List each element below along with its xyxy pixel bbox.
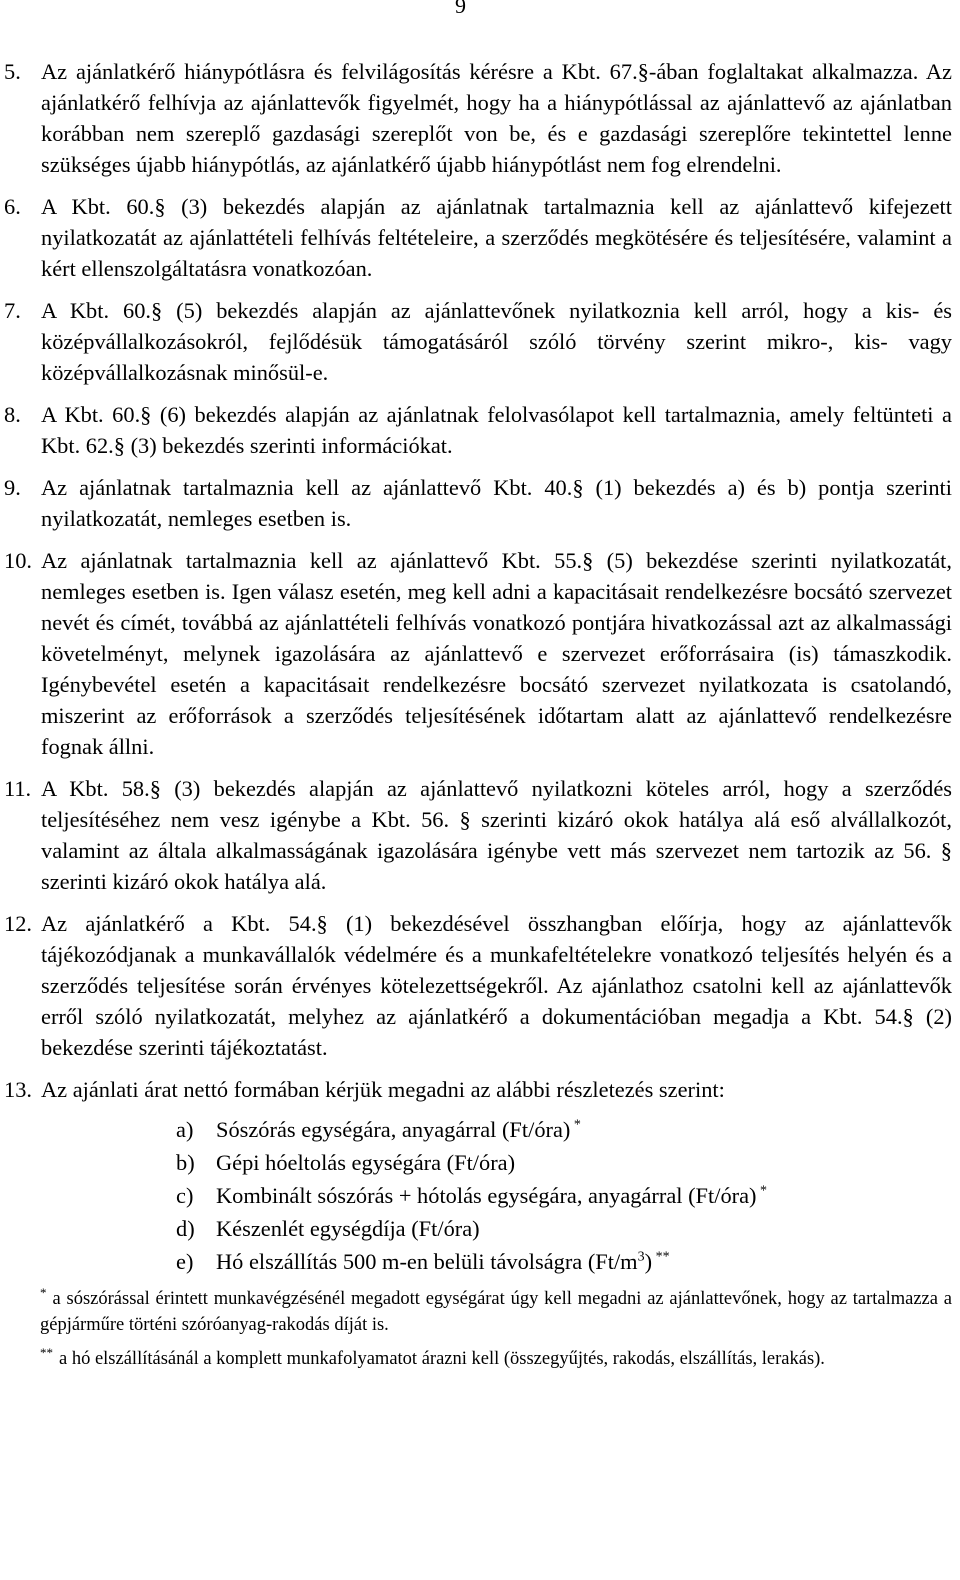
- price-item-text: Kombinált sószórás + hótolás egységára, anyagárral (Ft/óra) *: [216, 1183, 768, 1208]
- item-text: A Kbt. 60.§ (3) bekezdés alapján az ajánlatnak tartalmaznia kell az ajánlattevő kifejezett nyilatkozatát az ajánlattételi felhívás feltételeire, a szerződés megkötésére és teljesítésére, valamint a kért ellenszolgáltatásra vonatkozóan.: [41, 194, 952, 281]
- item-text: Az ajánlatkérő hiánypótlásra és felvilágosítás kérésre a Kbt. 67.§-ában foglaltakat alkalmazza. Az ajánlatkérő felhívja az ajánlattevők figyelmét, hogy ha a hiánypótlással az ajánlattevő az ajánlatban korábban nem szereplő gazdasági szereplőt von be, és e gazdasági szereplőre tekintettel lenne szükséges újabb hiánypótlás, az ajánlatkérő újabb hiánypótlást nem fog elrendelni.: [41, 59, 952, 177]
- price-item-text: Sószórás egységára, anyagárral (Ft/óra) *: [216, 1117, 581, 1142]
- footnote-2: ** a hó elszállításánál a komplett munkafolyamatot árazni kell (összegyűjtés, rakodás, elszállítás, lerakás).: [40, 1344, 825, 1369]
- double-asterisk-mark: **: [652, 1249, 670, 1265]
- price-item-letter: e): [176, 1249, 194, 1274]
- price-item-text: Hó elszállítás 500 m-en belüli távolságra $(Ft/m^3)$ **: [216, 1249, 670, 1274]
- footnote-text: a hó elszállításánál a komplett munkafolyamatot árazni kell (összegyűjtés, rakodás, elszállítás, lerakás).: [59, 1349, 825, 1369]
- item-text: Az ajánlatkérő a Kbt. 54.§ (1) bekezdésével összhangban előírja, hogy az ajánlattevők tájékozódjanak a munkavállalók védelmére és a munkafeltételekre vonatkozó teljesítés helyén és a szerződés teljesítése során érvényes kötelezettségekről. Az ajánlathoz csatolni kell az ajánlattevők erről szóló nyilatkozatát, melyhez az ajánlatkérő a dokumentációban megadja a Kbt. 54.§ (2) bekezdése szerinti tájékoztatást.: [41, 911, 952, 1060]
- asterisk-mark: *: [756, 1183, 768, 1199]
- list-item-6: [4, 191, 952, 284]
- price-item-text: Gépi hóeltolás egységára (Ft/óra): [216, 1150, 516, 1175]
- item-text: Az ajánlatnak tartalmaznia kell az ajánlattevő Kbt. 55.§ (5) bekezdése szerinti nyilatkozatát, nemleges esetben is. Igen válasz esetén, meg kell adni a kapacitásait rendelkezésre bocsátó szervezet nevét és címét, továbbá az ajánlattételi felhívás vonatkozó pontjára hivatkozással azt az alkalmassági követelményt, melynek igazolására az ajánlattevő e szervezet erőforrásaira (is) támaszkodik. Igénybevétel esetén a kapacitásait rendelkezésre bocsátó szervezet nyilatkozata is csatolandó, miszerint az erőforrások a szerződés teljesítésének időtartam alatt az ajánlattevő rendelkezésre fognak állni.: [41, 548, 952, 759]
- item-number: 13.: [4, 1077, 32, 1102]
- price-item-a: [176, 1113, 952, 1146]
- price-item-c: [176, 1179, 952, 1212]
- footnotes: [40, 1286, 952, 1372]
- item-text: Az ajánlati árat nettó formában kérjük megadni az alábbi részletezés szerint:: [41, 1077, 725, 1102]
- item-text: A Kbt. 60.§ (6) bekezdés alapján az ajánlatnak felolvasólapot kell tartalmaznia, amely feltünteti a Kbt. 62.§ (3) bekezdés szerinti információkat.: [41, 402, 952, 458]
- list-item-9: [4, 472, 952, 534]
- list-item-10: [4, 545, 952, 762]
- footnote-1: * a sószórással érintett munkavégzésénél megadott egységárat úgy kell megadni az ajánlattevőnek, hogy az tartalmazza a gépjárműre történi szóróanyag-rakodás díját is.: [40, 1284, 952, 1335]
- document-body: [4, 56, 952, 1380]
- item-number: 11.: [4, 776, 32, 801]
- item-number: 5.: [4, 59, 21, 84]
- price-item-text: Készenlét egységdíja (Ft/óra): [216, 1216, 480, 1241]
- item-number: 6.: [4, 194, 21, 219]
- price-item-letter: a): [176, 1117, 194, 1142]
- price-item-d: [176, 1212, 952, 1245]
- price-sublist: [176, 1113, 952, 1278]
- item-number: 9.: [4, 475, 21, 500]
- price-item-letter: d): [176, 1216, 195, 1241]
- footnote-text: a sószórással érintett munkavégzésénél megadott egységárat úgy kell megadni az ajánlattevőnek, hogy az tartalmazza a gépjárműre történi szóróanyag-rakodás díját is.: [40, 1289, 952, 1335]
- item-text: A Kbt. 60.§ (5) bekezdés alapján az ajánlattevőnek nyilatkoznia kell arról, hogy a kis- és középvállalkozásokról, fejlődésük támogatásáról szóló törvény szerint mikro-, kis- vagy középvállalkozásnak minősül-e.: [41, 298, 952, 385]
- asterisk-mark: *: [570, 1117, 581, 1133]
- list-item-11: [4, 773, 952, 897]
- item-number: 12.: [4, 911, 32, 936]
- list-item-13: [4, 1074, 952, 1105]
- item-number: 7.: [4, 298, 21, 323]
- item-number: 10.: [4, 548, 32, 573]
- list-item-8: [4, 399, 952, 461]
- exponent: 3: [637, 1249, 645, 1265]
- price-item-letter: c): [176, 1183, 194, 1208]
- price-item-letter: b): [176, 1150, 195, 1175]
- price-item-e: [176, 1245, 952, 1278]
- page-number: 9: [455, 0, 466, 18]
- list-item-5: [4, 56, 952, 180]
- list-item-12: [4, 908, 952, 1063]
- price-item-b: [176, 1146, 952, 1179]
- item-number: 8.: [4, 402, 21, 427]
- list-item-7: [4, 295, 952, 388]
- item-text: A Kbt. 58.§ (3) bekezdés alapján az ajánlattevő nyilatkozni köteles arról, hogy a szerződés teljesítéséhez nem vesz igénybe a Kbt. 56. § szerinti kizáró okok hatálya alá eső alvállalkozót, valamint az általa alkalmasságának igazolására igénybe vett más szervezet nem tartozik az 56. § szerinti kizáró okok hatálya alá.: [41, 776, 952, 894]
- item-text: Az ajánlatnak tartalmaznia kell az ajánlattevő Kbt. 40.§ (1) bekezdés a) és b) pontja szerinti nyilatkozatát, nemleges esetben is.: [41, 475, 952, 531]
